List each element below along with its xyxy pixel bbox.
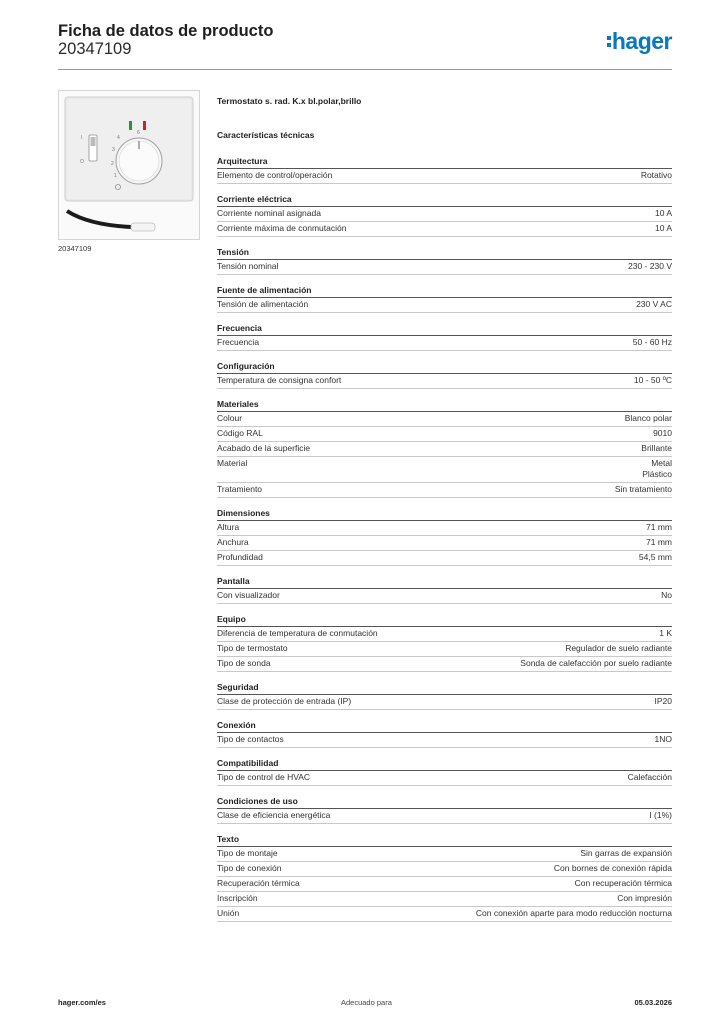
spec-content (217, 96, 672, 931)
spec-row (217, 642, 672, 657)
spec-row (217, 521, 672, 536)
spec-row (217, 907, 672, 922)
spec-label: Diferencia de temperatura de conmutación (217, 628, 378, 638)
footer-suitable: Adecuado para (341, 998, 392, 1007)
spec-section (217, 155, 672, 184)
spec-label: Tratamiento (217, 484, 263, 494)
spec-value: 230 - 230 V (628, 261, 672, 271)
document-title: Ficha de datos de producto (58, 22, 274, 40)
spec-row (217, 627, 672, 642)
spec-row (217, 551, 672, 566)
spec-value: Con impresión (617, 893, 672, 903)
spec-section (217, 284, 672, 313)
spec-label: Clase de eficiencia energética (217, 810, 331, 820)
spec-section (217, 681, 672, 710)
spec-row (217, 892, 672, 907)
spec-label: Anchura (217, 537, 249, 547)
section-title: Materiales (217, 398, 672, 412)
spec-label: Temperatura de consigna confort (217, 375, 342, 385)
svg-text:2: 2 (111, 161, 114, 167)
spec-section (217, 833, 672, 922)
spec-section (217, 360, 672, 389)
spec-label: Altura (217, 522, 240, 532)
section-title: Equipo (217, 613, 672, 627)
spec-value: Con recuperación térmica (574, 878, 672, 888)
spec-label: Corriente nominal asignada (217, 208, 321, 218)
spec-section (217, 757, 672, 786)
spec-value: 10 - 50 ºC (633, 375, 672, 385)
spec-value: IP20 (654, 696, 672, 706)
section-title: Corriente eléctrica (217, 193, 672, 207)
hager-logo (607, 28, 672, 55)
spec-row (217, 877, 672, 892)
spec-label: Frecuencia (217, 337, 260, 347)
spec-value: Brillante (641, 443, 672, 453)
spec-value: 54,5 mm (638, 552, 672, 562)
spec-section (217, 795, 672, 824)
spec-value: 1 K (659, 628, 672, 638)
spec-label: Código RAL (217, 428, 263, 438)
spec-row (217, 771, 672, 786)
spec-row (217, 336, 672, 351)
spec-value: 10 A (654, 208, 672, 218)
spec-label: Tipo de sonda (217, 658, 271, 668)
spec-label: Inscripción (217, 893, 258, 903)
spec-row (217, 222, 672, 237)
svg-text:O: O (80, 159, 84, 165)
section-title: Arquitectura (217, 155, 672, 169)
spec-row (217, 427, 672, 442)
footer-website[interactable]: hager.com/es (58, 998, 106, 1007)
section-title: Frecuencia (217, 322, 672, 336)
section-title: Tensión (217, 246, 672, 260)
logo-text: hager (611, 28, 672, 54)
product-image (58, 90, 200, 240)
spec-value: I (1%) (649, 810, 672, 820)
spec-section (217, 719, 672, 748)
spec-row (217, 207, 672, 222)
spec-row (217, 847, 672, 862)
spec-label: Acabado de la superficie (217, 443, 311, 453)
svg-text:1: 1 (114, 173, 117, 179)
spec-label: Tensión de alimentación (217, 299, 309, 309)
spec-label: Tipo de contactos (217, 734, 284, 744)
section-title: Configuración (217, 360, 672, 374)
product-code: 20347109 (58, 40, 132, 58)
spec-label: Elemento de control/operación (217, 170, 333, 180)
spec-row (217, 536, 672, 551)
spec-value: Rotativo (640, 170, 672, 180)
spec-row (217, 374, 672, 389)
thermostat-image (59, 91, 199, 239)
spec-row (217, 733, 672, 748)
spec-row (217, 657, 672, 672)
spec-row (217, 589, 672, 604)
spec-label: Material (217, 458, 248, 468)
spec-value: No (661, 590, 672, 600)
spec-row (217, 862, 672, 877)
spec-section (217, 575, 672, 604)
spec-value: 50 - 60 Hz (632, 337, 672, 347)
spec-value: Con conexión aparte para modo reducción nocturna (475, 908, 672, 918)
section-title: Pantalla (217, 575, 672, 589)
section-title: Condiciones de uso (217, 795, 672, 809)
spec-label: Recuperación térmica (217, 878, 300, 888)
spec-row (217, 483, 672, 498)
tech-title: Características técnicas (217, 130, 315, 140)
spec-row (217, 809, 672, 824)
product-name: Termostato s. rad. K.x bl.polar,brillo (217, 96, 362, 106)
svg-text:I: I (81, 135, 83, 141)
spec-value: Calefacción (627, 772, 672, 782)
spec-value: 1NO (654, 734, 672, 744)
section-title: Texto (217, 833, 672, 847)
spec-row (217, 298, 672, 313)
spec-row (217, 412, 672, 427)
section-title: Compatibilidad (217, 757, 672, 771)
spec-value: 230 V AC (636, 299, 672, 309)
section-title: Fuente de alimentación (217, 284, 672, 298)
spec-label: Tipo de termostato (217, 643, 288, 653)
spec-value: Sonda de calefacción por suelo radiante (520, 658, 672, 668)
spec-row (217, 442, 672, 457)
spec-label: Profundidad (217, 552, 263, 562)
spec-value: Metal Plástico (642, 458, 672, 479)
spec-value: Regulador de suelo radiante (565, 643, 672, 653)
logo-dots-icon (607, 36, 611, 47)
spec-label: Corriente máxima de conmutación (217, 223, 347, 233)
footer-date: 05.03.2026 (634, 998, 672, 1007)
spec-sections (217, 155, 672, 922)
spec-row (217, 169, 672, 184)
section-title: Conexión (217, 719, 672, 733)
spec-value: Blanco polar (624, 413, 672, 423)
spec-label: Tipo de montaje (217, 848, 278, 858)
spec-row (217, 260, 672, 275)
spec-value: 9010 (653, 428, 672, 438)
section-title: Dimensiones (217, 507, 672, 521)
spec-row (217, 695, 672, 710)
spec-value: Con bornes de conexión rápida (553, 863, 672, 873)
spec-value: 71 mm (646, 522, 672, 532)
spec-value: 10 A (654, 223, 672, 233)
spec-label: Tensión nominal (217, 261, 279, 271)
spec-value: Sin tratamiento (614, 484, 672, 494)
image-caption: 20347109 (58, 244, 92, 253)
spec-label: Colour (217, 413, 243, 423)
svg-text:3: 3 (112, 147, 115, 153)
spec-section (217, 613, 672, 672)
section-title: Seguridad (217, 681, 672, 695)
svg-text:4: 4 (117, 135, 120, 141)
spec-label: Tipo de control de HVAC (217, 772, 311, 782)
spec-value: Sin garras de expansión (580, 848, 672, 858)
spec-section (217, 322, 672, 351)
spec-section (217, 193, 672, 237)
spec-section (217, 507, 672, 566)
svg-text:6: 6 (137, 130, 140, 136)
spec-value: 71 mm (646, 537, 672, 547)
page-header (58, 22, 672, 70)
spec-label: Clase de protección de entrada (IP) (217, 696, 352, 706)
spec-label: Con visualizador (217, 590, 280, 600)
spec-label: Tipo de conexión (217, 863, 282, 873)
spec-section (217, 246, 672, 275)
spec-label: Unión (217, 908, 240, 918)
spec-row (217, 457, 672, 483)
spec-section (217, 398, 672, 498)
